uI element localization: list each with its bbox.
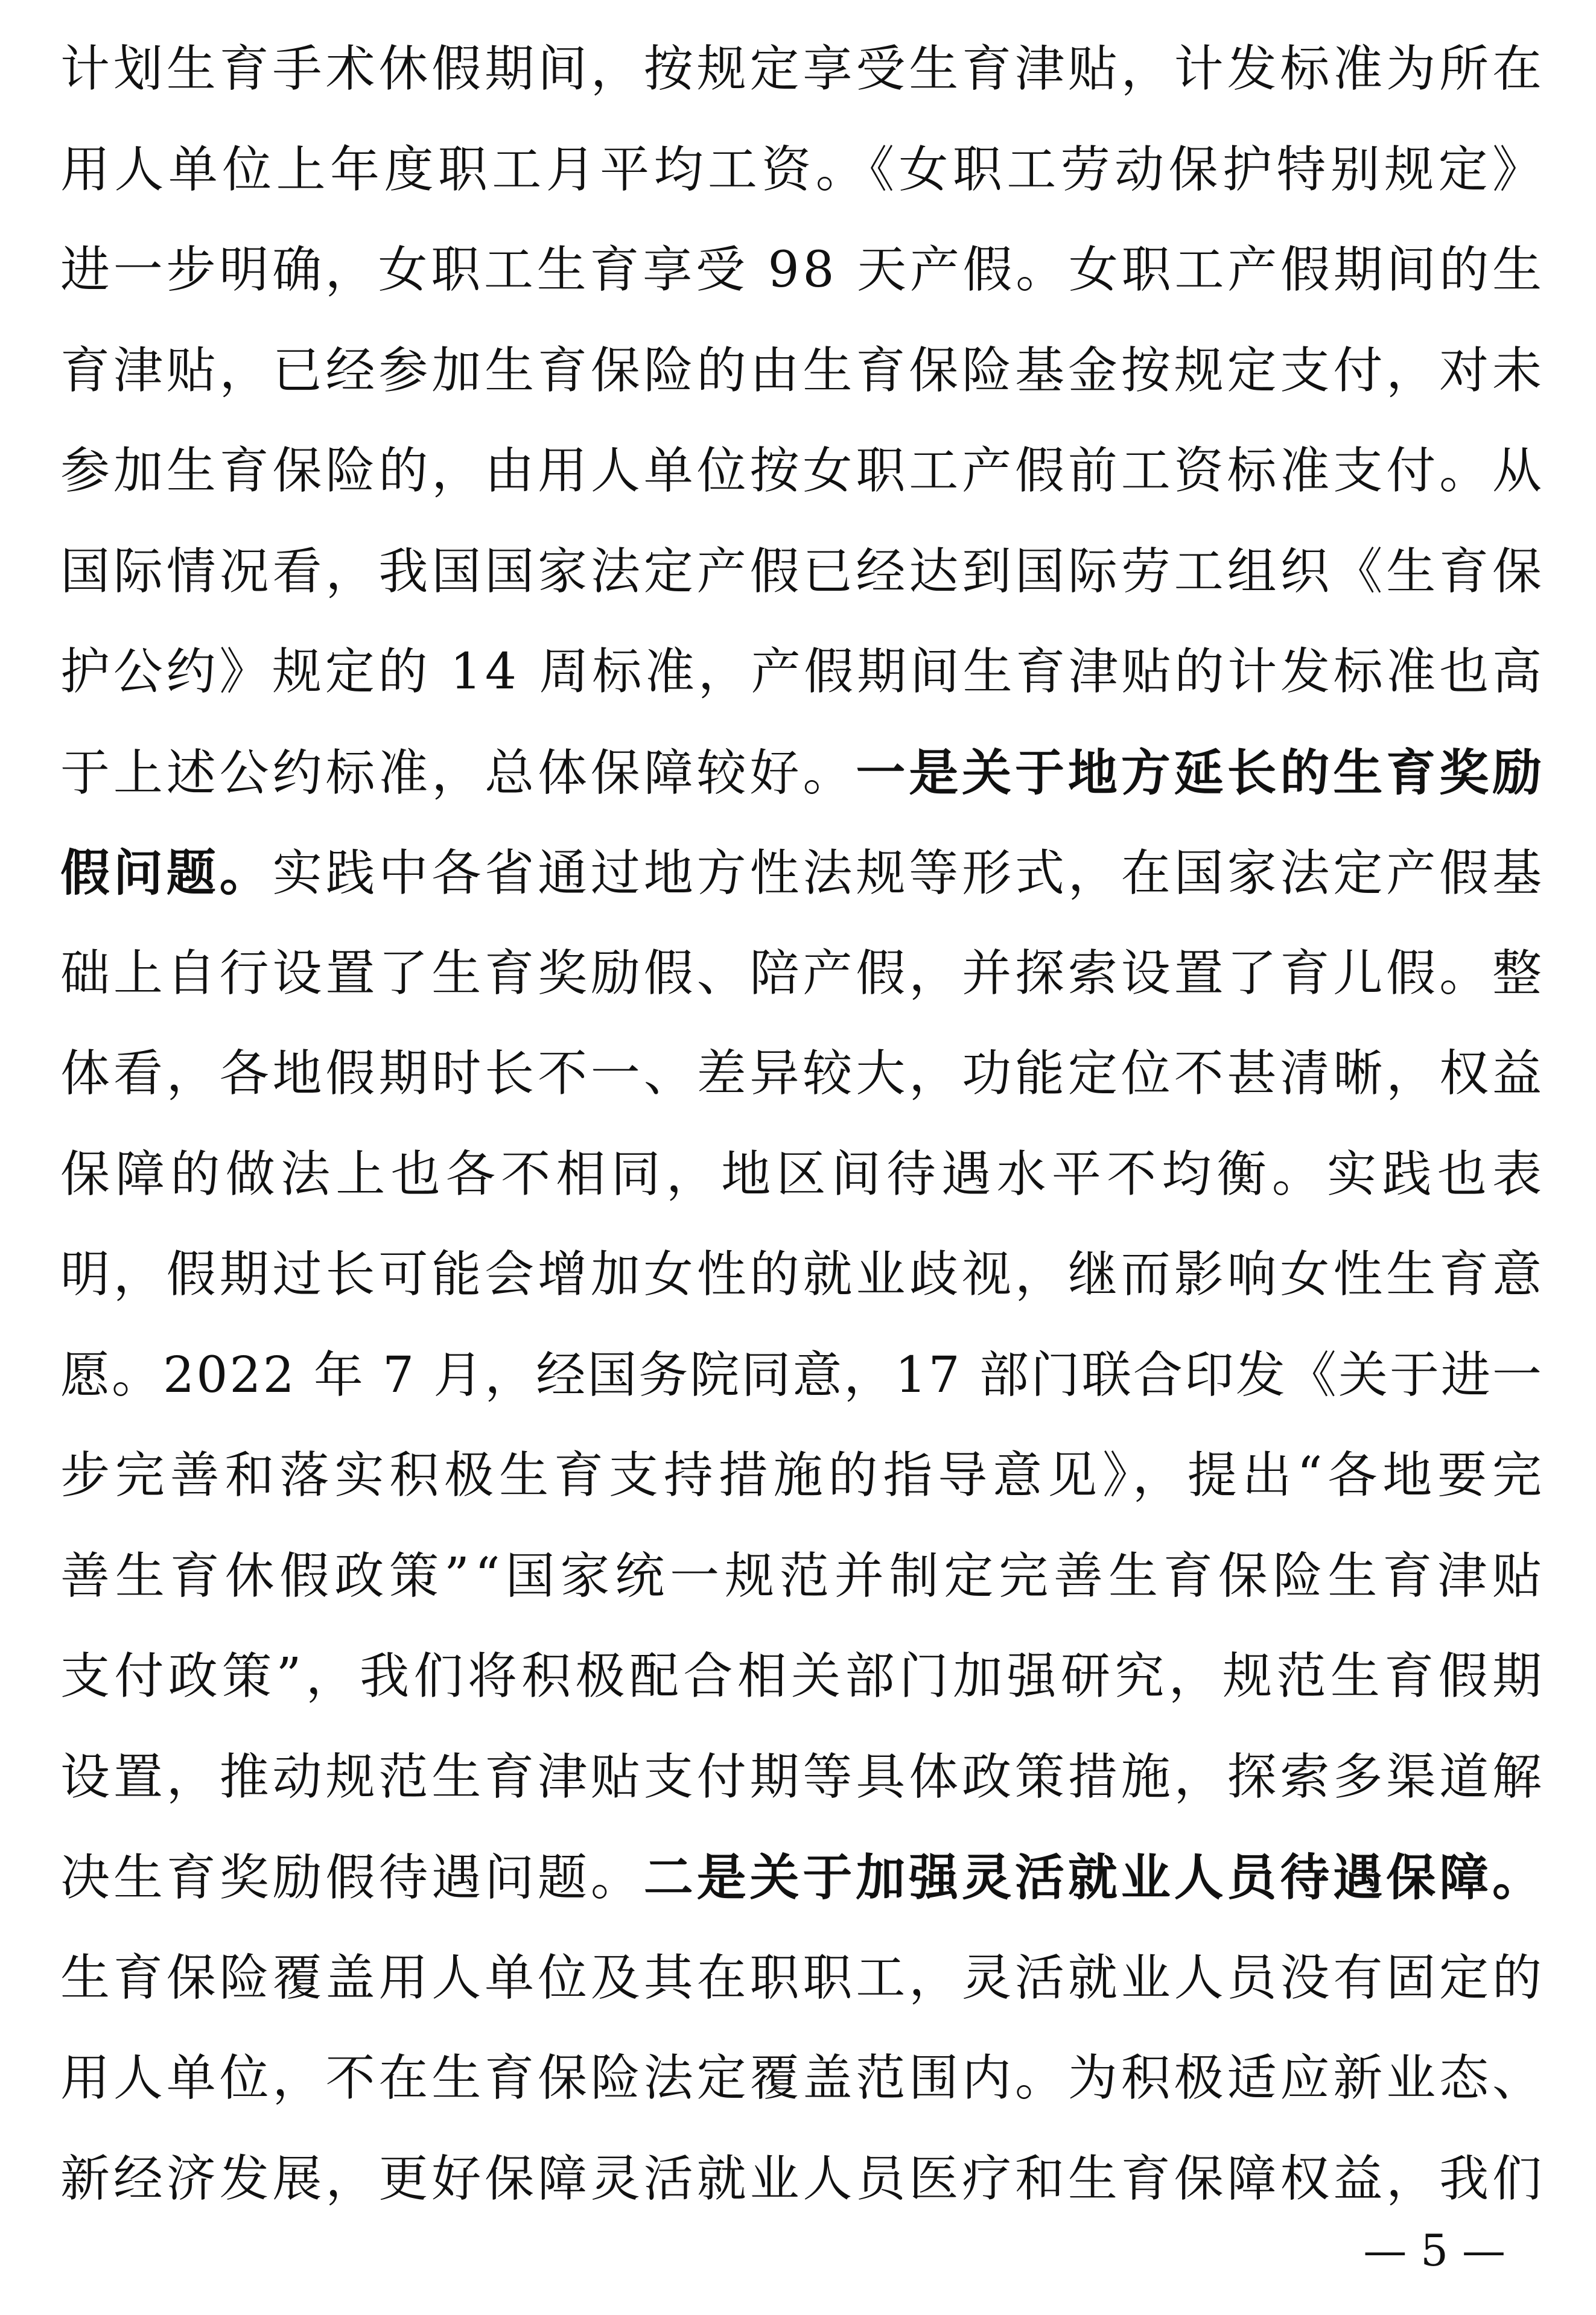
body-text-segment: 于上述公约标准，总体保障较好。 (60, 744, 856, 802)
text-line (60, 321, 1545, 422)
body-text-segment: 实践中各省通过地方性法规等形式，在国家法定产假基 (272, 845, 1545, 902)
body-text (60, 19, 1548, 2229)
text-line (60, 19, 1545, 120)
text-line (60, 2129, 1545, 2230)
body-text-segment: 保障的做法上也各不相同，地区间待遇水平不均衡。实践也表 (60, 1145, 1548, 1203)
body-text-segment: 体看，各地假期时长不一、差异较大，功能定位不甚清晰，权益 (60, 1045, 1545, 1102)
body-text-segment: 参加生育保险的，由用人单位按女职工产假前工资标准支付。从 (60, 442, 1545, 500)
body-text-segment: 用人单位，不在生育保险法定覆盖范围内。为积极适应新业态、 (60, 2050, 1545, 2107)
bold-heading-text: 假问题。 (60, 844, 273, 902)
text-line (60, 522, 1545, 623)
body-text-segment: 明，假期过长可能会增加女性的就业歧视，继而影响女性生育意 (60, 1246, 1545, 1303)
body-text-segment: 善生育休假政策”“国家统一规范并制定完善生育保险生育津贴 (60, 1547, 1547, 1605)
body-text-segment: 设置，推动规范生育津贴支付期等具体政策措施，探索多渠道解 (60, 1748, 1545, 1806)
body-text-segment: 础上自行设置了生育奖励假、陪产假，并探索设置了育儿假。整 (60, 944, 1545, 1002)
text-line (60, 1326, 1542, 1426)
text-line (60, 421, 1545, 522)
bold-heading-text: 一是关于地方延长的生育奖励 (856, 743, 1545, 802)
body-text-segment: 新经济发展，更好保障灵活就业人员医疗和生育保障权益，我们 (60, 2150, 1545, 2208)
text-line (60, 723, 1545, 824)
text-line (60, 1627, 1547, 1727)
text-line (60, 2028, 1545, 2129)
text-line (60, 1225, 1545, 1326)
body-text-segment: 支付政策”，我们将积极配合相关部门加强研究，规范生育假期 (60, 1648, 1547, 1705)
text-line (60, 1426, 1547, 1526)
bold-heading-text: 二是关于加强灵活就业人员待遇保障。 (643, 1849, 1545, 1907)
text-line (60, 1024, 1545, 1125)
body-text-segment: 决生育奖励假待遇问题。 (60, 1849, 644, 1907)
body-text-segment: 愿。2022 年 7 月，经国务院同意，17 部门联合印发《关于进一 (60, 1346, 1544, 1404)
text-line (60, 924, 1545, 1024)
text-line (60, 1928, 1545, 2029)
text-line (60, 120, 1547, 221)
body-text-segment: 育津贴，已经参加生育保险的由生育保险基金按规定支付，对未 (60, 341, 1545, 399)
body-text-segment: 生育保险覆盖用人单位及其在职职工，灵活就业人员没有固定的 (60, 1949, 1545, 2007)
text-line (60, 1125, 1548, 1225)
text-line (60, 1526, 1547, 1627)
page-number: — 5 — (1363, 2225, 1505, 2276)
text-line (60, 1727, 1545, 1828)
body-text-segment: 护公约》规定的 14 周标准，产假期间生育津贴的计发标准也高 (60, 643, 1545, 700)
body-text-segment: 国际情况看，我国国家法定产假已经达到国际劳工组织《生育保 (60, 542, 1545, 600)
body-text-segment: 进一步明确，女职工生育享受 98 天产假。女职工产假期间的生 (60, 241, 1545, 299)
text-line (60, 220, 1545, 321)
text-line (60, 823, 1545, 924)
text-line (60, 1828, 1545, 1928)
body-text-segment: 用人单位上年度职工月平均工资。《女职工劳动保护特别规定》 (60, 141, 1547, 198)
body-text-segment: 计划生育手术休假期间，按规定享受生育津贴，计发标准为所在 (60, 40, 1545, 98)
text-line (60, 622, 1545, 723)
body-text-segment: 步完善和落实积极生育支持措施的指导意见》，提出“各地要完 (60, 1447, 1547, 1504)
